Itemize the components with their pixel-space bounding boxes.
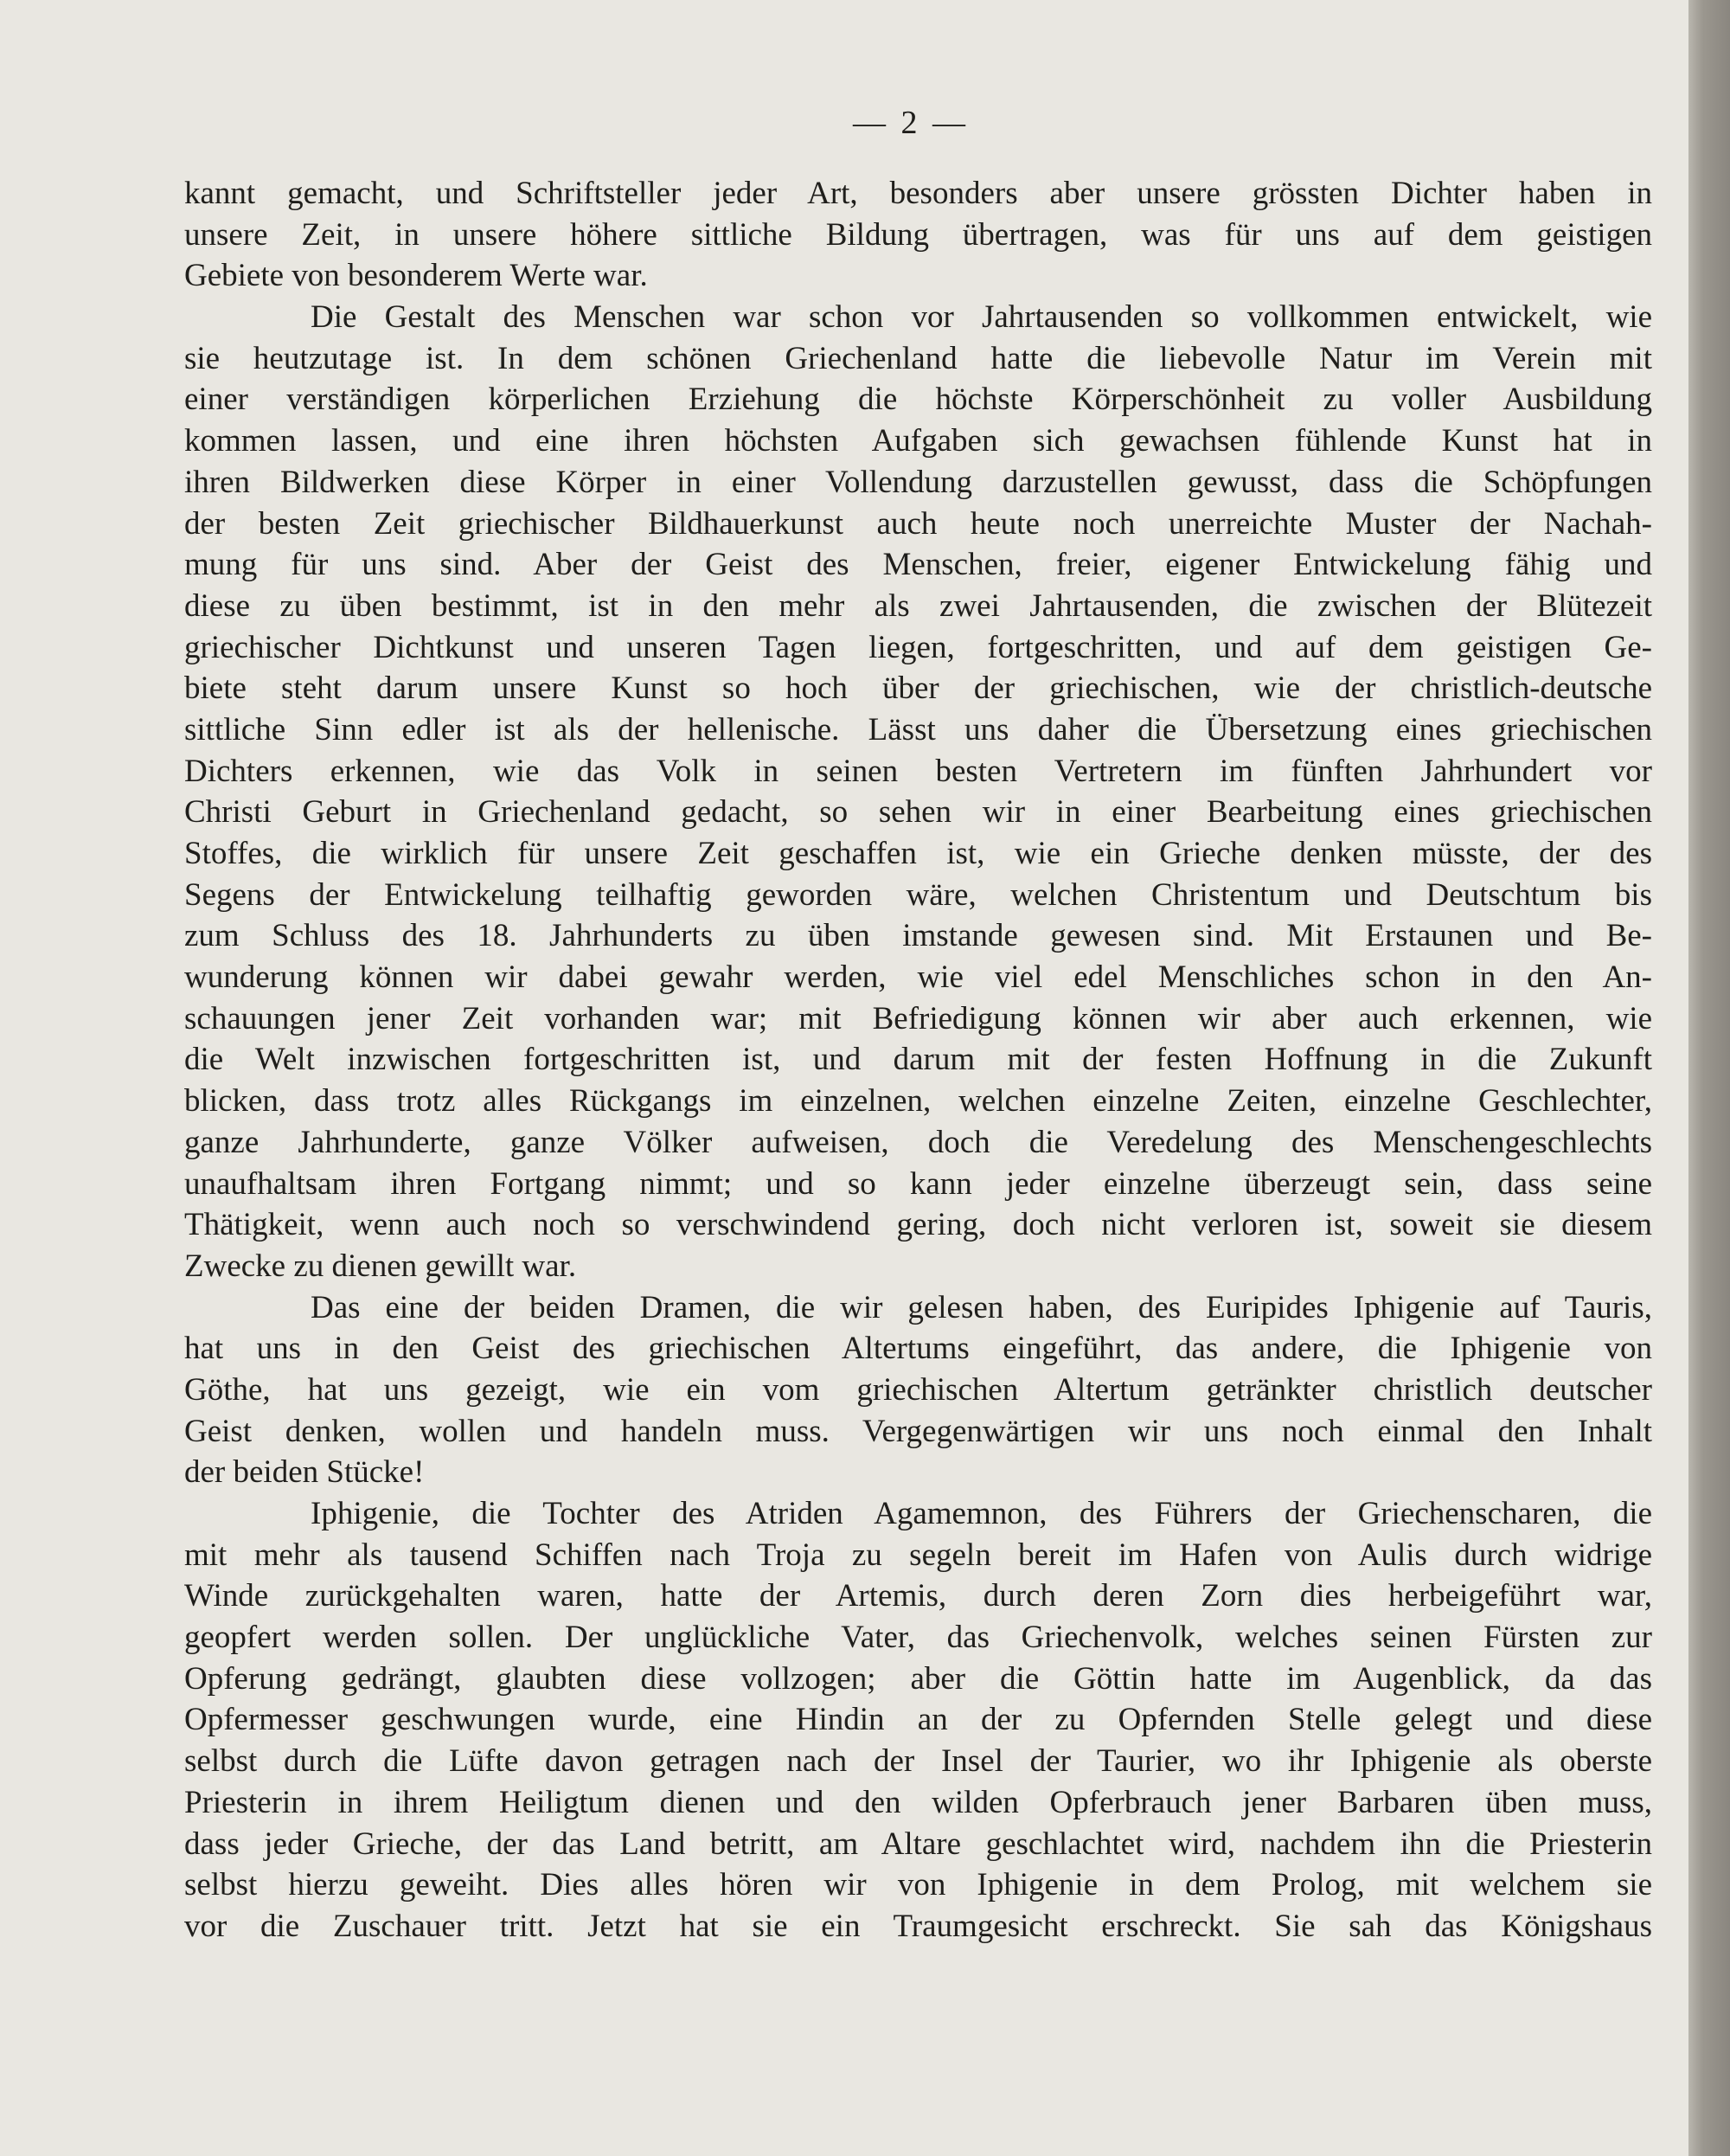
text-line: der besten Zeit griechischer Bildhauerkunst auch heute noch unerreichte Muster der Nachah- <box>184 505 1652 542</box>
text-line: vor die Zuschauer tritt. Jetzt hat sie ein Traumgesicht erschreckt. Sie sah das Königshaus <box>184 1908 1652 1944</box>
text-line: Göthe, hat uns gezeigt, wie ein vom griechischen Altertum getränkter christlich deutscher <box>184 1371 1652 1408</box>
text-line: Geist denken, wollen und handeln muss. Vergegenwärtigen wir uns noch einmal den Inhalt <box>184 1413 1652 1449</box>
text-line: Die Gestalt des Menschen war schon vor Jahrtausenden so vollkommen entwickelt, wie <box>311 299 1652 336</box>
book-spine-edge <box>1688 0 1730 2156</box>
text-line: hat uns in den Geist des griechischen Altertums eingeführt, das andere, die Iphigenie von <box>184 1331 1652 1367</box>
text-line: diese zu üben bestimmt, ist in den mehr als zwei Jahrtausenden, die zwischen der Blütezeit <box>184 587 1652 624</box>
text-line: Iphigenie, die Tochter des Atriden Agamemnon, des Führers der Griechenscharen, die <box>311 1496 1652 1531</box>
body-text <box>184 173 1652 1947</box>
text-line: unsere Zeit, in unsere höhere sittliche Bildung übertragen, was für uns auf dem geistigen <box>184 216 1652 253</box>
text-line: Thätigkeit, wenn auch noch so verschwindend gering, doch nicht verloren ist, soweit sie diesem <box>184 1207 1652 1243</box>
text-line: Opfermesser geschwungen wurde, eine Hindin an der zu Opfernden Stelle gelegt und diese <box>184 1702 1652 1738</box>
text-line: Christi Geburt in Griechenland gedacht, so sehen wir in einer Bearbeitung eines griechischen <box>184 794 1652 831</box>
text-line: ihren Bildwerken diese Körper in einer Vollendung darzustellen gewusst, dass die Schöpfungen <box>184 464 1652 500</box>
text-line: sie heutzutage ist. In dem schönen Griechenland hatte die liebevolle Natur im Verein mit <box>184 340 1652 376</box>
text-line: ganze Jahrhunderte, ganze Völker aufweisen, doch die Veredelung des Menschengeschlechts <box>184 1124 1652 1160</box>
text-line: zum Schluss des 18. Jahrhunderts zu üben imstande gewesen sind. Mit Erstaunen und Be- <box>184 918 1652 954</box>
text-line: die Welt inzwischen fortgeschritten ist, und darum mit der festen Hoffnung in die Zukunft <box>184 1042 1652 1078</box>
text-line: einer verständigen körperlichen Erziehung die höchste Körperschönheit zu voller Ausbildung <box>184 382 1652 418</box>
page-number: — 2 — <box>853 105 969 141</box>
text-line: blicken, dass trotz alles Rückgangs im einzelnen, welchen einzelne Zeiten, einzelne Geschlechter, <box>184 1083 1652 1120</box>
text-line: Winde zurückgehalten waren, hatte der Artemis, durch deren Zorn dies herbeigeführt war, <box>184 1578 1652 1614</box>
text-line: der beiden Stücke! <box>184 1454 425 1491</box>
text-line: wunderung können wir dabei gewahr werden, wie viel edel Menschliches schon in den An- <box>184 959 1652 996</box>
text-line: selbst hierzu geweiht. Dies alles hören wir von Iphigenie in dem Prolog, mit welchem sie <box>184 1867 1652 1903</box>
text-line: mit mehr als tausend Schiffen nach Troja zu segeln bereit im Hafen von Aulis durch widrige <box>184 1537 1652 1573</box>
text-line: griechischer Dichtkunst und unseren Tagen liegen, fortgeschritten, und auf dem geistigen Ge- <box>184 629 1652 665</box>
text-line: Stoffes, die wirklich für unsere Zeit geschaffen ist, wie ein Grieche denken müsste, der des <box>184 836 1652 871</box>
text-line: unaufhaltsam ihren Fortgang nimmt; und so kann jeder einzelne überzeugt sein, dass seine <box>184 1165 1652 1202</box>
text-line: selbst durch die Lüfte davon getragen nach der Insel der Taurier, wo ihr Iphigenie als oberste <box>184 1743 1652 1780</box>
text-line: geopfert werden sollen. Der unglückliche Vater, das Griechenvolk, welches seinen Fürsten zur <box>184 1620 1652 1656</box>
text-line: biete steht darum unsere Kunst so hoch über der griechischen, wie der christlich-deutsche <box>184 671 1652 707</box>
text-line: Priesterin in ihrem Heiligtum dienen und den wilden Opferbrauch jener Barbaren üben muss, <box>184 1784 1652 1820</box>
text-line: mung für uns sind. Aber der Geist des Menschen, freier, eigener Entwickelung fähig und <box>184 547 1652 583</box>
text-line: Segens der Entwickelung teilhaftig geworden wäre, welchen Christentum und Deutschtum bis <box>184 876 1652 913</box>
text-line: dass jeder Grieche, der das Land betritt, am Altare geschlachtet wird, nachdem ihn die Priesterin <box>184 1826 1652 1862</box>
text-line: schauungen jener Zeit vorhanden war; mit Befriedigung können wir aber auch erkennen, wie <box>184 1000 1652 1036</box>
text-line: Gebiete von besonderem Werte war. <box>184 258 648 294</box>
text-line: kannt gemacht, und Schriftsteller jeder Art, besonders aber unsere grössten Dichter haben in <box>184 176 1652 211</box>
text-line: Opferung gedrängt, glaubten diese vollzogen; aber die Göttin hatte im Augenblick, da das <box>184 1660 1652 1697</box>
text-line: Dichters erkennen, wie das Volk in seinen besten Vertretern im fünften Jahrhundert vor <box>184 753 1652 789</box>
text-line: Das eine der beiden Dramen, die wir gelesen haben, des Euripides Iphigenie auf Tauris, <box>311 1289 1652 1325</box>
text-line: sittliche Sinn edler ist als der hellenische. Lässt uns daher die Übersetzung eines griechischen <box>184 711 1652 748</box>
text-line: kommen lassen, und eine ihren höchsten Aufgaben sich gewachsen fühlende Kunst hat in <box>184 423 1652 459</box>
text-line: Zwecke zu dienen gewillt war. <box>184 1248 577 1284</box>
